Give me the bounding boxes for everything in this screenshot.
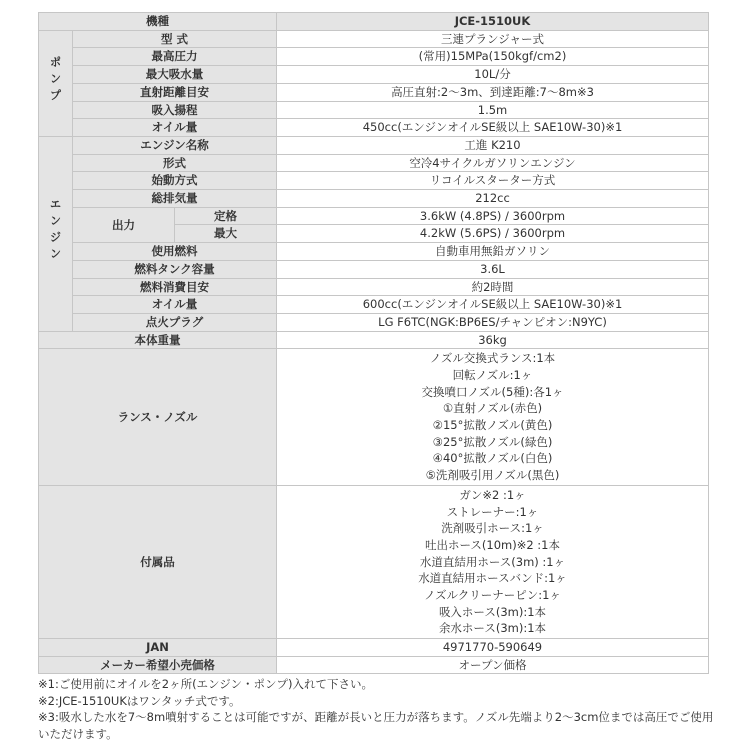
list-item: ①直射ノズル(赤色) [442,401,543,416]
model-name: JCE-1510UK [277,13,709,31]
footnote: ※1:ご使用前にオイルを2ヶ所(エンジン・ポンプ)入れて下さい。 [38,677,373,691]
lance-label: ランス・ノズル [39,349,277,486]
list-item: ガン※2 :1ヶ [459,487,526,502]
table-row [39,349,709,486]
row-label: 直射距離目安 [73,83,277,101]
table-row [39,154,709,172]
row-value: リコイルスターター方式 [277,172,709,190]
list-item: ③25°拡散ノズル(緑色) [432,434,553,449]
list-item: 余水ホース(3m):1本 [438,621,547,636]
output-rated-label: 定格 [175,207,277,225]
list-item: 水道直結用ホースバンド:1ヶ [418,571,567,586]
lance-items [277,349,709,486]
table-row [39,136,709,154]
price-label: メーカー希望小売価格 [39,656,277,674]
table-row [39,260,709,278]
list-item: 回転ノズル:1ヶ [452,368,533,383]
table-row [39,101,709,119]
weight-label: 本体重量 [39,331,277,349]
engine-group-label: エンジン [39,136,73,331]
table-row [39,190,709,208]
row-label: 最大吸水量 [73,66,277,84]
output-max-label: 最大 [175,225,277,243]
row-value: 3.6L [277,260,709,278]
output-label: 出力 [73,207,175,242]
row-label: 使用燃料 [73,243,277,261]
row-value: 10L/分 [277,66,709,84]
accessories-label: 付属品 [39,485,277,638]
row-label: 型 式 [73,30,277,48]
table-row [39,30,709,48]
jan-value: 4971770-590649 [277,639,709,657]
row-label: オイル量 [73,119,277,137]
table-header-row [39,13,709,31]
accessories-items [277,485,709,638]
table-row [39,331,709,349]
list-item: ②15°拡散ノズル(黄色) [432,418,553,433]
row-label: 点火プラグ [73,313,277,331]
row-label: 始動方式 [73,172,277,190]
row-label: 総排気量 [73,190,277,208]
price-value: オープン価格 [277,656,709,674]
table-row [39,639,709,657]
model-label: 機種 [39,13,277,31]
table-row [39,656,709,674]
row-value: 212cc [277,190,709,208]
row-value: 450cc(エンジンオイルSE級以上 SAE10W-30)※1 [277,119,709,137]
row-label: エンジン名称 [73,136,277,154]
row-label: 燃料タンク容量 [73,260,277,278]
footnote: ※2:JCE-1510UKはワンタッチ式です。 [38,693,241,708]
list-item: ノズル交換式ランス:1本 [429,351,556,366]
row-value: 1.5m [277,101,709,119]
row-label: 形式 [73,154,277,172]
row-value: 高圧直射:2～3m、到達距離:7～8m※3 [277,83,709,101]
row-value: 600cc(エンジンオイルSE級以上 SAE10W-30)※1 [277,296,709,314]
list-item: ④40°拡散ノズル(白色) [432,451,553,466]
list-item: 水道直結用ホース(3m) :1ヶ [419,554,566,569]
table-row [39,313,709,331]
row-label: 燃料消費目安 [73,278,277,296]
footnote: ※3:吸水した水を7～8m噴射することは可能ですが、距離が長いと圧力が落ちます。ノズル先端より2～3cm位までは高圧でご使用いただけます。 [38,710,714,741]
row-value: LG F6TC(NGK:BP6ES/チャンピオン:N9YC) [277,313,709,331]
table-row [39,119,709,137]
table-row [39,83,709,101]
table-row [39,485,709,638]
row-label: 吸入揚程 [73,101,277,119]
list-item: ストレーナー:1ヶ [446,504,539,519]
row-value: 約2時間 [277,278,709,296]
table-row [39,207,709,225]
row-value: 空冷4サイクルガソリンエンジン [277,154,709,172]
footnotes [38,676,718,742]
spec-table [38,12,709,674]
output-max-value: 4.2kW (5.6PS) / 3600rpm [277,225,709,243]
list-item: 吸入ホース(3m):1本 [438,604,547,619]
table-row [39,172,709,190]
row-label: オイル量 [73,296,277,314]
table-row [39,66,709,84]
output-rated-value: 3.6kW (4.8PS) / 3600rpm [277,207,709,225]
jan-label: JAN [39,639,277,657]
list-item: 交換噴口ノズル(5種):各1ヶ [421,384,564,399]
list-item: ノズルクリーナーピン:1ヶ [424,587,561,602]
list-item: 洗剤吸引ホース:1ヶ [441,521,544,536]
row-value: 工進 K210 [277,136,709,154]
list-item: 吐出ホース(10m)※2 :1本 [424,537,561,552]
row-value: 三連プランジャー式 [277,30,709,48]
pump-group-label: ポンプ [39,30,73,136]
table-row [39,296,709,314]
row-value: 自動車用無鉛ガソリン [277,243,709,261]
table-row [39,278,709,296]
list-item: ⑤洗剤吸引用ノズル(黒色) [425,468,560,483]
table-row [39,243,709,261]
table-row [39,48,709,66]
weight-value: 36kg [277,331,709,349]
row-value: (常用)15MPa(150kgf/cm2) [277,48,709,66]
row-label: 最高圧力 [73,48,277,66]
